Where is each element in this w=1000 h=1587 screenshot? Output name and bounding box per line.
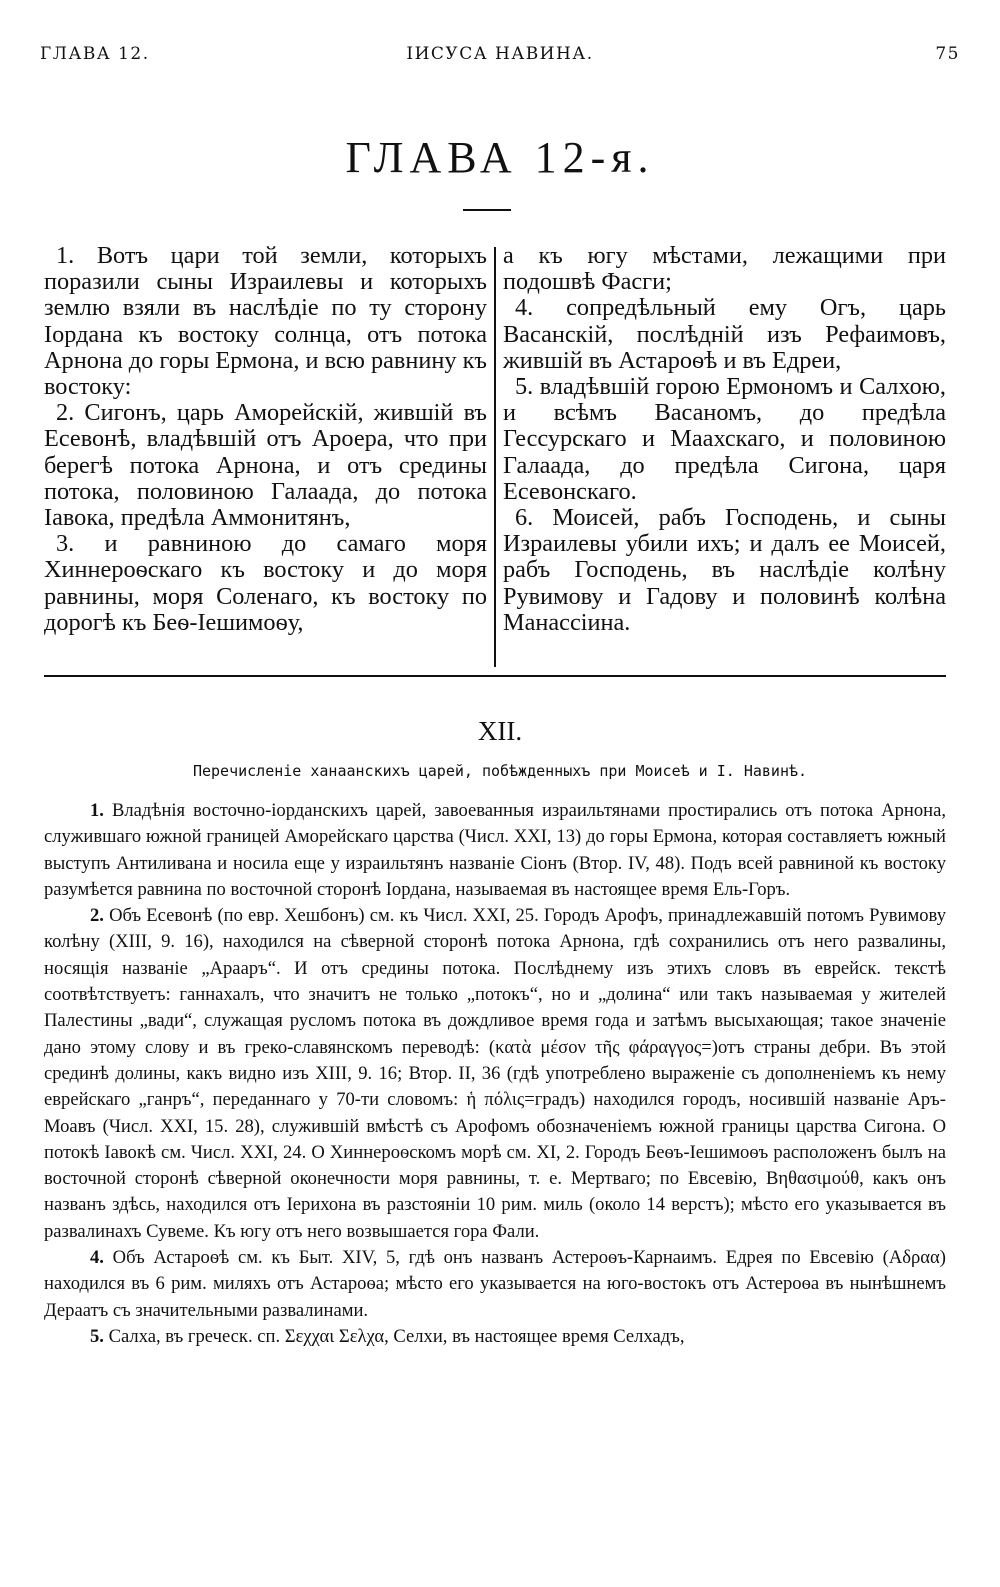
running-head [40, 44, 960, 74]
commentary [44, 798, 946, 1350]
page-number: 75 [935, 44, 960, 64]
verse-3-continued: а къ югу мѣстами, лежащими при подошвѣ Фасги; [503, 242, 946, 296]
commentary-number: 4. [90, 1247, 104, 1269]
commentary-number: 1. [90, 800, 104, 821]
commentary-number: 2. [90, 905, 104, 927]
commentary-text: Объ Астароѳѣ см. къ Быт. XIV, 5, гдѣ онъ названъ Астероѳъ-Карнаимъ. Едрея по Евсевію (Αδραα) находился въ 6 рим. миляхъ отъ Астароѳа; мѣсто его указывается на юго-востокъ отъ Астероѳа въ нынѣшнемъ Дераатъ съ значительными развалинами. [44, 1247, 946, 1321]
commentary-paragraph [44, 903, 946, 1245]
section-number: XII. [477, 716, 523, 746]
commentary-text: Объ Есевонѣ (по евр. Хешбонъ) см. къ Числ. XXI, 25. Городъ Арофъ, принадлежавшій потомъ Рувимову колѣну (XIII, 9. 16), находился на сѣверной сторонѣ потока Арнона, гдѣ сохранились отъ него развалины, носящія названіе „Арааръ“. И отъ средины потока. Послѣднему изъ этихъ словъ въ еврейск. текстѣ соотвѣтствуетъ: ганнахалъ, что значитъ не только „потокъ“, но и „долина“ или такъ называемая у жителей Палестины „вади“, служащая русломъ потока въ дождливое время года и затѣмъ высыхающая; такое значеніе дано этому слову и въ греко-славянскомъ переводѣ: (κατὰ μέσον τῆς φάραγγος=)отъ страны дебри. Въ этой срединѣ долины, какъ видно изъ XIII, 9. 16; Втор. II, 36 (гдѣ употреблено выраженіе съ дополненіемъ къ нему еврейскаго „ганръ“, переданнаго у 70-ти словомъ: ἡ πόλις=градъ) находился городъ, носившій названіе Аръ-Моавъ (Числ. XXI, 15. 28), служившій вмѣстѣ съ Арофомъ обозначеніемъ южной границы царства Сигона. О потокѣ Іавокѣ см. Числ. XXI, 24. О Хиннероѳскомъ морѣ см. XI, 2. Городъ Беѳъ-Іешимоѳъ расположенъ былъ на восточной сторонѣ сѣверной оконечности моря равнины, т. е. Мертваго; по Евсевію, Βηθασιμούθ, какъ онъ названъ здѣсь, находился отъ Іерихона въ разстояніи 10 рим. миль (около 14 верстъ); мѣсто его указывается въ развалинахъ Сувеме. Къ югу отъ него возвышается гора Фали. [44, 905, 946, 1242]
verses-left-column [44, 243, 487, 636]
verse-1: 1. Вотъ цари той земли, которыхъ поразили сыны Израилевы и которыхъ землю взяли въ наслѣдіе по ту сторону Іордана къ востоку солнца, отъ потока Арнона до горы Ермона, и всю равнину къ востоку: [44, 242, 487, 401]
commentary-text: Салха, въ греческ. сп. Σεχχαι Σελχα, Селхи, въ настоящее время Селхадъ, [108, 1325, 685, 1347]
verse-3: 3. и равниною до самаго моря Хиннероѳскаго къ востоку и до моря равнины, моря Соленаго, къ востоку по дорогѣ къ Беѳ-Іешимоѳу, [44, 530, 487, 636]
chapter-title: ГЛАВА 12-я. [345, 133, 655, 182]
verse-6: 6. Моисей, рабъ Господень, и сыны Израилевы убили ихъ; и далъ ее Моисей, рабъ Господень, въ наслѣдіе колѣну Рувимову и Гадову и половинѣ колѣна Манассіина. [503, 504, 946, 636]
verse-4: 4. сопредѣльный ему Огъ, царь Васанскій, послѣдній изъ Рефаимовъ, жившій въ Астароѳѣ и въ Едреи, [503, 294, 946, 374]
verse-2: 2. Сигонъ, царь Аморейскій, жившій въ Есевонѣ, владѣвшій отъ Ароера, что при берегѣ потока Арнона, и отъ средины потока, половиною Галаада, до потока Іавока, предѣла Аммонитянъ, [44, 399, 487, 532]
verse-5: 5. владѣвшій горою Ермономъ и Салхою, и всѣмъ Васаномъ, до предѣла Гессурскаго и Маахскаго, и половиною Галаада, до предѣла Сигона, царя Есевонскаго. [503, 373, 946, 505]
column-divider [494, 247, 496, 667]
commentary-text: Владѣнія восточно-іорданскихъ царей, завоеванныя израильтянами простирались отъ потока Арнона, служившаго южной границей Аморейскаго царства (Числ. XXI, 13) до горы Ермона, которая составляетъ южный выступъ Антиливана и носила еще у израильтянъ названіе Сіонъ (Втор. IV, 48). Подъ всей равниной къ востоку разумѣется равнина по восточной сторонѣ Іордана, называемая въ настоящее время Ель-Горъ. [44, 800, 946, 900]
commentary-paragraph [44, 1245, 946, 1324]
commentary-paragraph [44, 798, 946, 903]
running-head-book: ІИСУСА НАВИНА. [406, 44, 594, 64]
commentary-paragraph [44, 1324, 946, 1350]
commentary-number: 5. [90, 1325, 104, 1347]
section-subtitle: Перечисленіе ханаанскихъ царей, побѣжденныхъ при Моисеѣ и І. Навинѣ. [192, 762, 808, 780]
title-rule [463, 209, 511, 211]
verses-right-column [503, 243, 946, 636]
verses-block [44, 243, 946, 671]
running-head-chapter: ГЛАВА 12. [40, 44, 150, 64]
verses-rule [44, 675, 946, 677]
